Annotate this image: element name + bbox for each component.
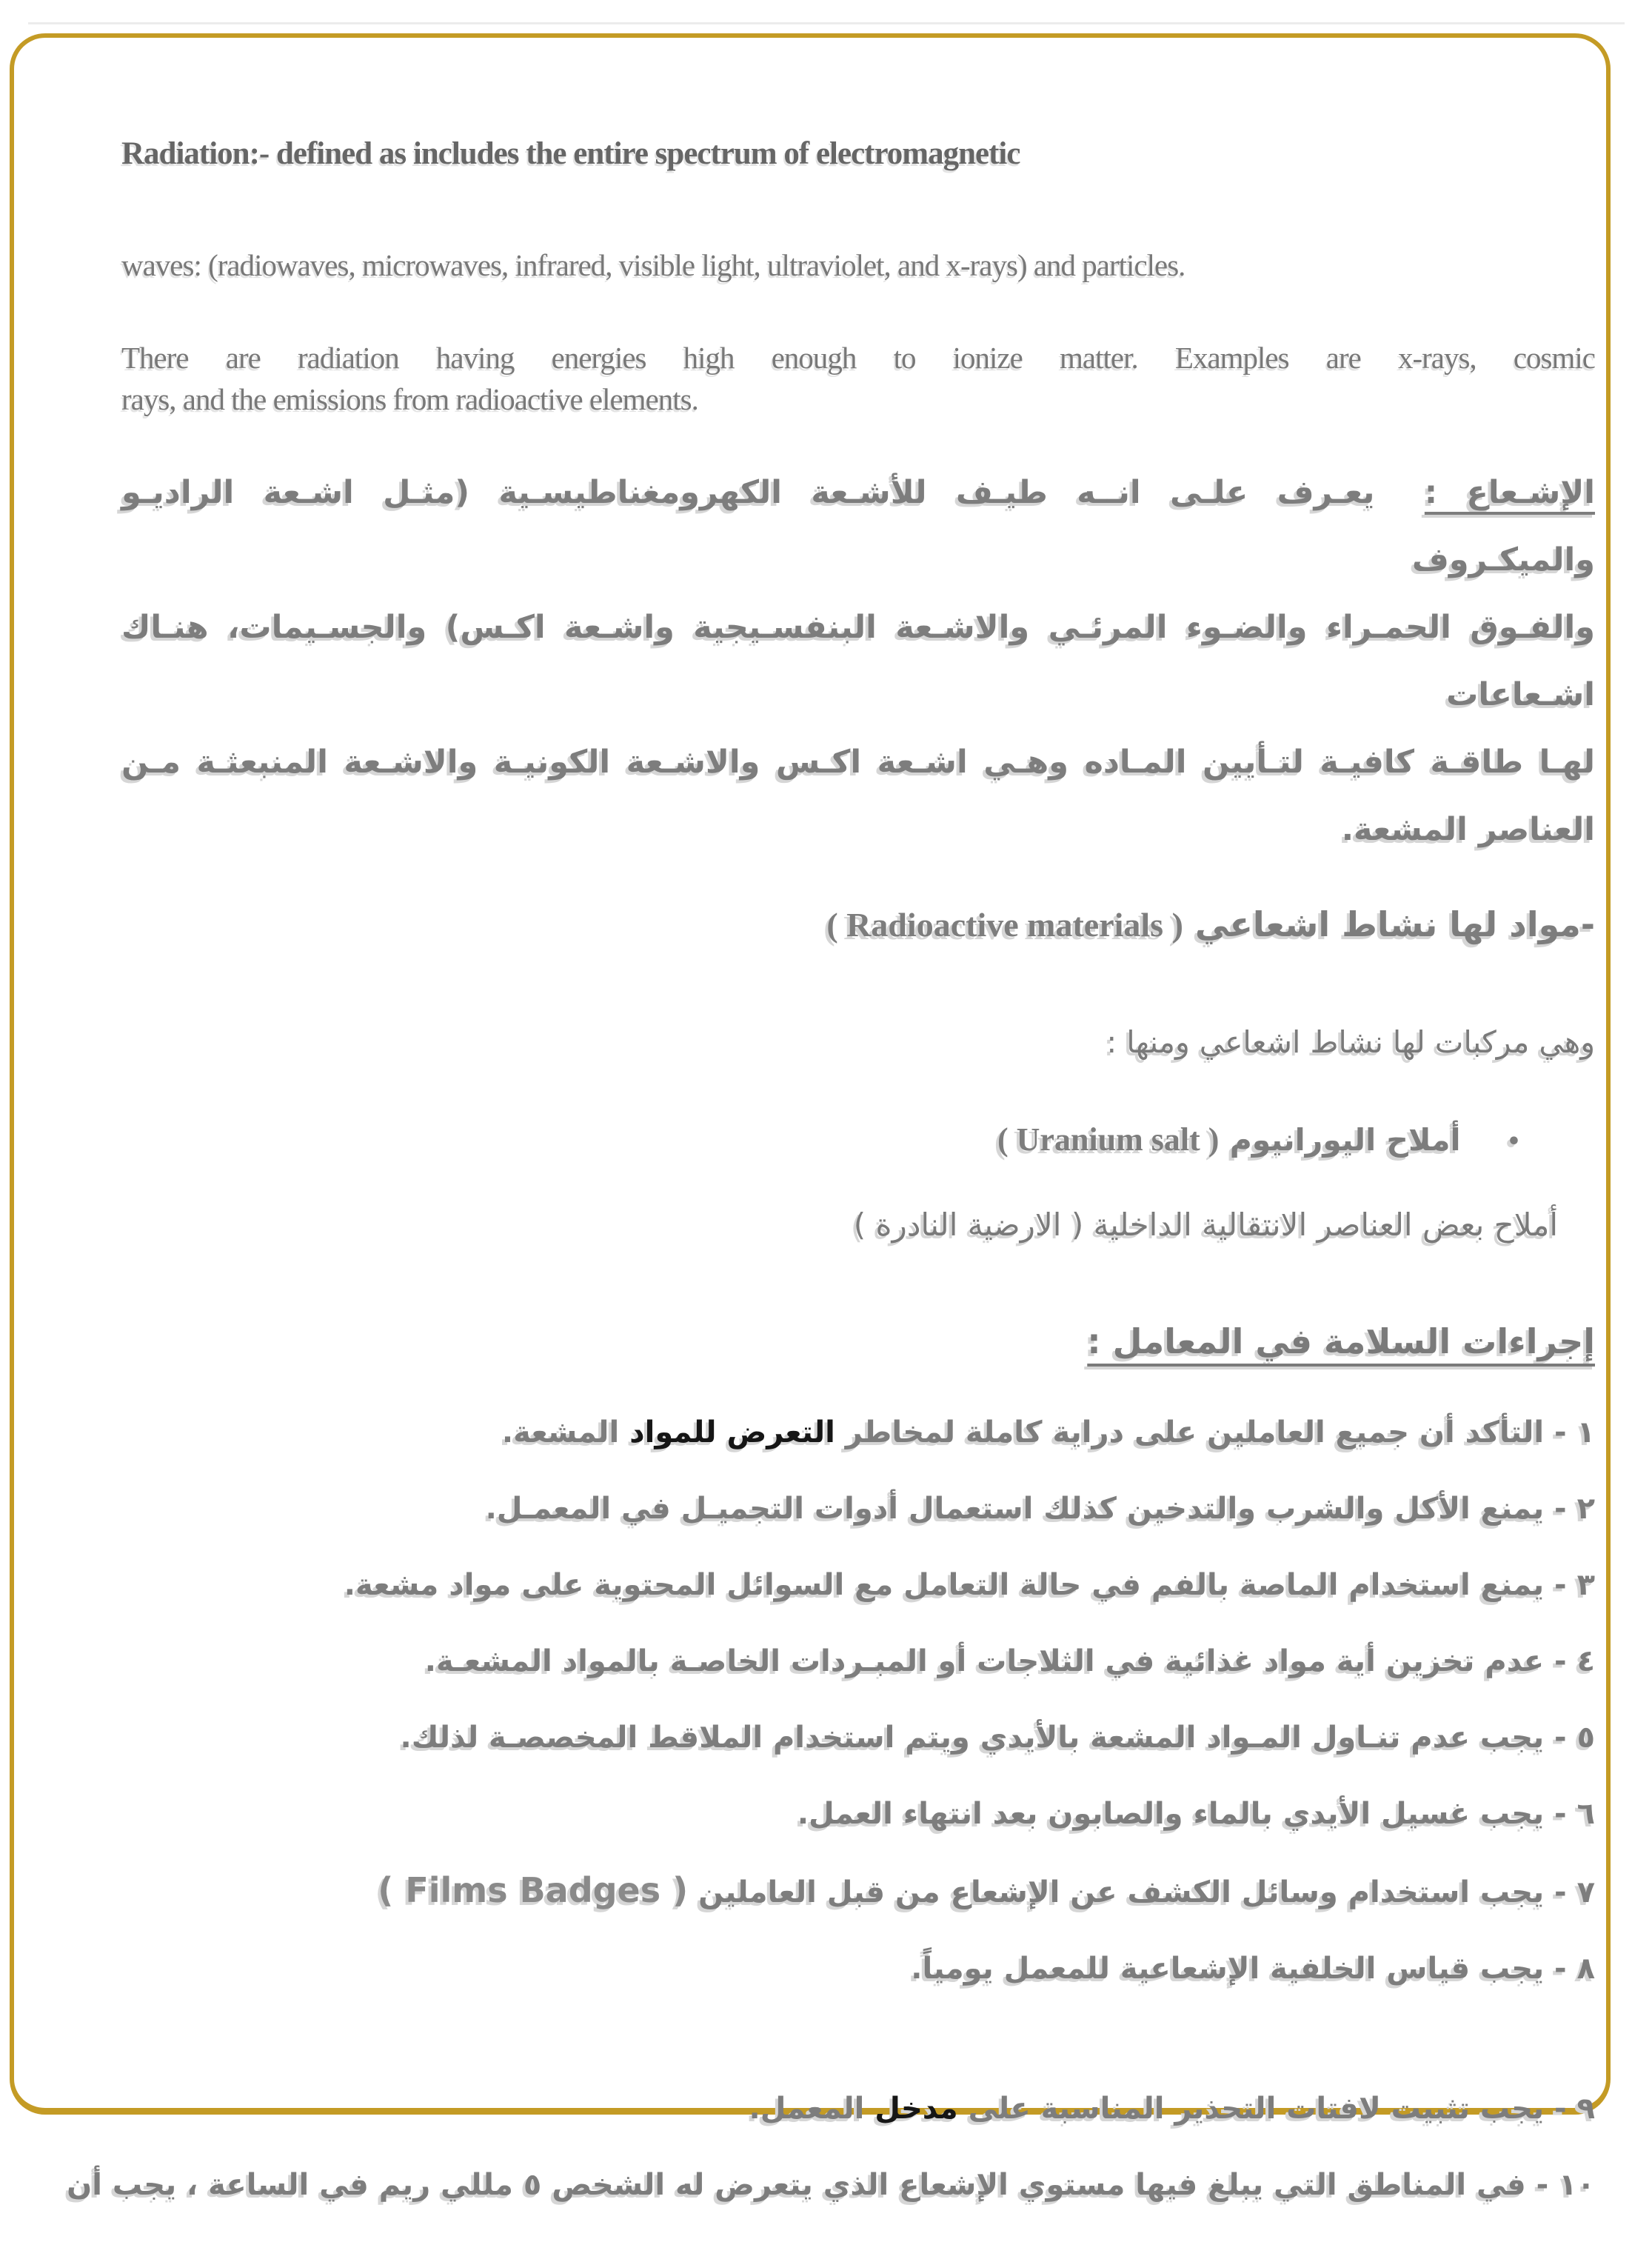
item-text: يمنع الأكل والشرب والتدخين كذلك استعمال أدوات التجميـل في المعمـل. xyxy=(485,1492,1545,1526)
arabic-definition-line2: والفـوق الحمـراء والضـوء المرئـي والاشـعة البنفسـيجية واشـعة اكـس) والجسـيمات، هنـاك اشـعاعات xyxy=(121,609,1595,713)
item-latin-text: ( Films Badges ) xyxy=(378,1870,689,1910)
item-text: التأكد أن جميع العاملين على دراية كاملة لمخاطر xyxy=(835,1415,1545,1449)
safety-item-8 xyxy=(121,1949,1595,1988)
safety-procedures-heading: إجراءات السلامة في المعامل : xyxy=(1087,1321,1595,1361)
safety-items-list xyxy=(67,1413,1595,2204)
safety-item-6 xyxy=(121,1795,1595,1833)
item-number: ١ - xyxy=(1544,1415,1595,1449)
uranium-salt-bullet-item xyxy=(121,1116,1595,1166)
safety-item-2 xyxy=(121,1489,1595,1528)
item-number: ٢ - xyxy=(1544,1492,1595,1526)
item-text: يجب قياس الخلفية الإشعاعية للمعمل يومياً. xyxy=(911,1952,1545,1986)
item-number: ٦ - xyxy=(1544,1797,1595,1831)
arabic-radiation-definition xyxy=(121,459,1595,864)
english-radiation-heading: Radiation:- defined as includes the entire spectrum of electromagnetic xyxy=(121,136,1020,171)
safety-item-1 xyxy=(121,1413,1595,1452)
item-number: ٣ - xyxy=(1544,1568,1595,1602)
english-ionize-line1: There are radiation having energies high enough to ionize matter. Examples are x-rays, cosmic xyxy=(121,341,1595,375)
item-text: في المناطق التي يبلغ فيها مستوي الإشعاع الذي يتعرض له الشخص ٥ مللي ريم في الساعة ، يجب أن xyxy=(67,2168,1526,2202)
uranium-salt-arabic: أملاح اليورانيوم xyxy=(1229,1122,1461,1158)
compounds-intro-line: وهي مركبات لها نشاط اشعاعي ومنها : xyxy=(1106,1024,1595,1060)
safety-item-10 xyxy=(67,2166,1595,2204)
item-text-after: المشعة. xyxy=(501,1415,630,1449)
item-text: يجب غسيل الأيدي بالماء والصابون بعد انتهاء العمل. xyxy=(797,1797,1545,1831)
item-text: يمنع استخدام الماصة بالفم في حالة التعامل مع السوائل المحتوية على مواد مشعة. xyxy=(344,1568,1545,1602)
radiation-term-underlined: الإشـعاع : xyxy=(1424,474,1595,511)
safety-item-9 xyxy=(121,2089,1595,2128)
rare-earth-salts-line: أملاح بعض العناصر الانتقالية الداخلية ( الارضية النادرة ) xyxy=(853,1207,1558,1243)
item-bold-text: مدخل xyxy=(875,2092,958,2126)
english-ionize-line2: rays, and the emissions from radioactive elements. xyxy=(121,382,698,416)
item-text: عدم تخزين أية مواد غذائية في الثلاجات أو المبـردات الخاصـة بالمواد المشعـة. xyxy=(424,1644,1545,1678)
radioactive-materials-arabic: -مواد لها نشاط اشعاعي xyxy=(1194,904,1595,944)
arabic-definition-line4: العناصر المشعة. xyxy=(1341,811,1595,848)
bullet-dot-icon: • xyxy=(1506,1129,1521,1155)
item-number: ١٠ - xyxy=(1525,2168,1595,2202)
english-waves-line: waves: (radiowaves, microwaves, infrared, visible light, ultraviolet, and x-rays) and particles. xyxy=(121,248,1186,282)
safety-item-4 xyxy=(121,1642,1595,1681)
page-content xyxy=(67,0,1595,2242)
arabic-definition-line1-text: يعـرف علـى انــه طيـف للأشـعة الكهرومغناطيسـية (مثـل اشـعة الراديـو والميكـروف xyxy=(121,474,1595,578)
english-ionize-paragraph xyxy=(121,337,1595,420)
item-number: ٩ - xyxy=(1544,2092,1595,2126)
item-text: يجب تثبيت لافتات التحذير المناسبة على xyxy=(957,2092,1545,2126)
uranium-salt-latin: ( Uranium salt ) xyxy=(997,1121,1220,1158)
item-text: يجب استخدام وسائل الكشف عن الإشعاع من قبل العاملين xyxy=(688,1875,1545,1909)
item-number: ٤ - xyxy=(1544,1644,1595,1678)
item-text: يجب عدم تنـاول المـواد المشعة بالأيدي ويتم استخدام الملاقط المخصصـة لذلك. xyxy=(400,1721,1545,1755)
radioactive-materials-latin: ( Radioactive materials ) xyxy=(826,906,1183,944)
item-text-after: المعمل. xyxy=(749,2092,875,2126)
item-number: ٨ - xyxy=(1544,1952,1595,1986)
safety-item-5 xyxy=(121,1718,1595,1757)
item-bold-text: التعرض للمواد xyxy=(629,1415,835,1449)
safety-item-3 xyxy=(121,1566,1595,1604)
item-number: ٧ - xyxy=(1544,1875,1595,1909)
arabic-definition-line1 xyxy=(121,459,1595,594)
radioactive-materials-line xyxy=(121,901,1595,949)
arabic-definition-line3: لهـا طاقـة كافيـة لتـأيين المـاده وهـي اشـعة اكـس والاشـعة الكونيـة والاشـعة المنبعثـة مـن xyxy=(121,744,1595,781)
item-number: ٥ - xyxy=(1544,1721,1595,1755)
safety-item-7 xyxy=(121,1871,1595,1912)
